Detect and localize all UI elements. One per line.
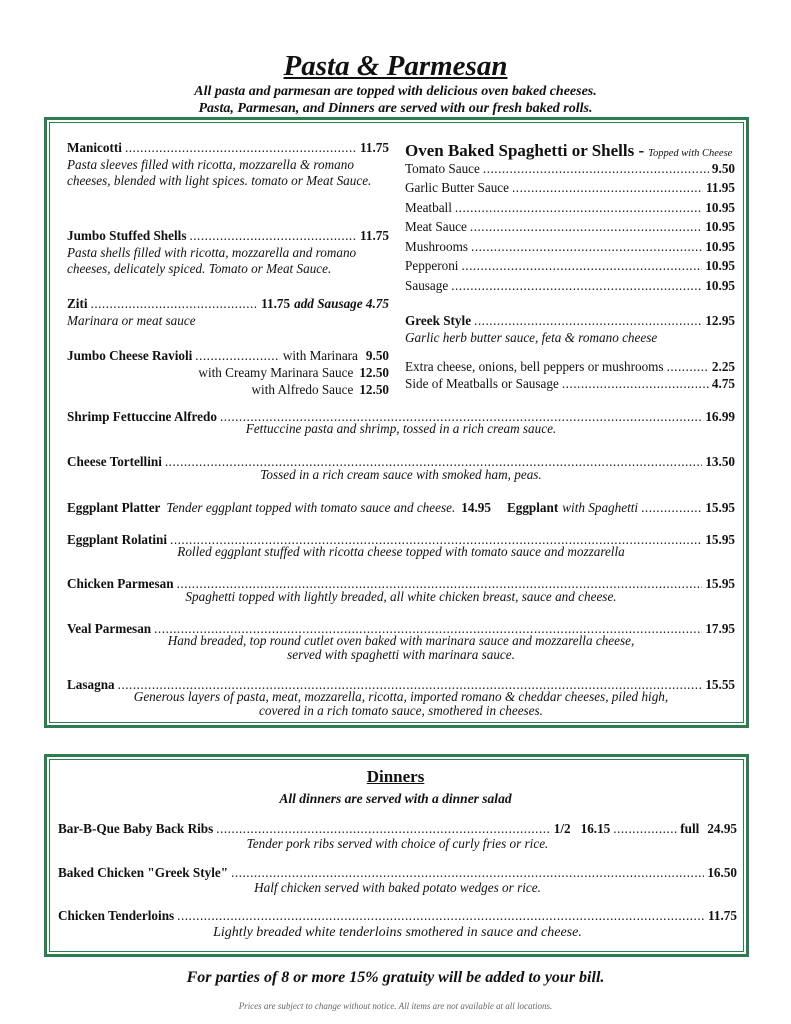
- item-price: 11.75: [708, 908, 737, 923]
- half-price: 16.15: [580, 821, 611, 836]
- half-label: 1/2: [553, 821, 571, 836]
- item-price: 12.50: [359, 365, 389, 380]
- shells-row: [67, 228, 389, 244]
- item-name: Eggplant Rolatini: [67, 532, 168, 547]
- item-price: 11.75: [360, 228, 389, 243]
- item-price: 17.95: [705, 621, 735, 636]
- spaghetti-item: [405, 219, 735, 235]
- item-name: Meatball: [405, 200, 452, 215]
- greek-chicken-desc: Half chicken served with baked potato wedges or rice.: [254, 880, 541, 895]
- subtitle-2: Pasta, Parmesan, and Dinners are served with our fresh baked rolls.: [198, 101, 593, 116]
- item-price: 12.95: [705, 313, 735, 328]
- lasagna-desc-1: Generous layers of pasta, meat, mozzarella, ricotta, imported romano & cheddar cheeses, piled high,: [133, 689, 669, 704]
- chicken-desc: Spaghetti topped with lightly breaded, all white chicken breast, sauce and cheese.: [185, 589, 617, 604]
- item-name: Cheese Tortellini: [67, 454, 162, 469]
- item-price: 16.50: [707, 865, 737, 880]
- item-name: Chicken Tenderloins: [58, 908, 175, 923]
- shells-desc: Pasta shells filled with ricotta, mozzarella and romano cheeses, delicately spiced. Tomato or Meat Sauce.: [67, 245, 357, 276]
- option-label: with Alfredo Sauce: [251, 382, 354, 397]
- item-price: 10.95: [705, 219, 735, 234]
- item-price: 2.25: [711, 359, 735, 374]
- item-name: Shrimp Fettuccine Alfredo: [67, 409, 217, 424]
- item-name: Eggplant Platter: [67, 500, 161, 515]
- item-price: 9.50: [711, 161, 735, 176]
- item-name: Manicotti: [67, 140, 122, 155]
- item-name: Sausage: [405, 278, 449, 293]
- item-price: 11.75: [261, 296, 291, 311]
- ziti-sausage-addon: add Sausage 4.75: [294, 296, 389, 311]
- item-name: Jumbo Cheese Ravioli: [67, 348, 193, 363]
- item-price: 10.95: [705, 200, 735, 215]
- ravioli-row-1: [67, 348, 389, 364]
- item-price: 15.55: [705, 677, 735, 692]
- item-price: 11.95: [706, 180, 735, 195]
- tortellini-desc: Tossed in a rich cream sauce with smoked ham, peas.: [260, 467, 542, 482]
- extra-row-1: [405, 359, 735, 375]
- item-price: 10.95: [705, 278, 735, 293]
- item-name: Bar-B-Que Baby Back Ribs: [58, 821, 214, 836]
- item-name: Mushrooms: [405, 239, 469, 254]
- tenderloins-row: [58, 908, 737, 924]
- tenderloins-desc: Lightly breaded white tenderloins smothered in sauce and cheese.: [213, 925, 582, 940]
- spaghetti-item: [405, 161, 735, 177]
- ribs-desc: Tender pork ribs served with choice of curly fries or rice.: [246, 836, 549, 851]
- spaghetti-item: [405, 278, 735, 294]
- dinners-title: Dinners: [366, 767, 425, 786]
- spaghetti-item: [405, 200, 735, 216]
- item-price: 12.50: [359, 382, 389, 397]
- heading-note: Topped with Cheese: [648, 148, 733, 159]
- spaghetti-item: [405, 180, 735, 196]
- item-name: Jumbo Stuffed Shells: [67, 228, 187, 243]
- manicotti-desc: Pasta sleeves filled with ricotta, mozzarella & romano cheeses, blended with light spices. tomato or Meat Sauce.: [67, 157, 372, 188]
- option-label: with Marinara: [282, 348, 358, 363]
- subtitle-1: All pasta and parmesan are topped with delicious oven baked cheeses.: [194, 84, 597, 99]
- veal-desc-2: served with spaghetti with marinara sauce.: [287, 647, 515, 662]
- item-name: Pepperoni: [405, 258, 459, 273]
- item-name: Chicken Parmesan: [67, 576, 174, 591]
- item-name: Extra cheese, onions, bell peppers or mushrooms: [405, 359, 664, 374]
- greek-chicken-row: [58, 865, 737, 881]
- item-price: 9.50: [365, 348, 389, 363]
- item-desc: Tender eggplant topped with tomato sauce and cheese.: [166, 500, 456, 515]
- item-name: Greek Style: [405, 313, 472, 328]
- shrimp-desc: Fettuccine pasta and shrimp, tossed in a rich cream sauce.: [245, 421, 557, 436]
- item-price: 16.99: [705, 409, 735, 424]
- item-name: Ziti: [67, 296, 88, 311]
- page-title: Pasta & Parmesan: [283, 50, 508, 82]
- spaghetti-item: [405, 239, 735, 255]
- item-price: 10.95: [705, 258, 735, 273]
- rolatini-desc: Rolled eggplant stuffed with ricotta cheese topped with tomato sauce and mozzarella: [177, 544, 625, 559]
- item-name: Veal Parmesan: [67, 621, 152, 636]
- item-price-2: 15.95: [705, 500, 735, 515]
- item-name: Side of Meatballs or Sausage: [405, 376, 559, 391]
- lasagna-desc-2: covered in a rich tomato sauce, smothered in cheeses.: [259, 703, 543, 718]
- item-price: 13.50: [705, 454, 735, 469]
- manicotti-row: [67, 140, 389, 156]
- item-name-2: Eggplant: [506, 500, 559, 515]
- option-label: with Creamy Marinara Sauce: [198, 365, 354, 380]
- item-price: 15.95: [705, 532, 735, 547]
- fine-print: Prices are subject to change without notice. All items are not available at all locations.: [238, 1001, 553, 1011]
- spaghetti-heading: [405, 141, 735, 161]
- veal-desc-1: Hand breaded, top round cutlet oven baked with marinara sauce and mozzarella cheese,: [167, 633, 635, 648]
- eggplant-row: [67, 500, 735, 516]
- item-price: 11.75: [360, 140, 389, 155]
- dinners-subtitle: All dinners are served with a dinner salad: [279, 791, 512, 806]
- section-heading: Oven Baked Spaghetti or Shells -: [405, 141, 645, 160]
- ziti-row: [67, 296, 389, 312]
- gratuity-note: For parties of 8 or more 15% gratuity will be added to your bill.: [186, 969, 605, 986]
- ravioli-row-3: [67, 382, 389, 398]
- item-name: Meat Sauce: [405, 219, 467, 234]
- item-price: 10.95: [705, 239, 735, 254]
- extra-row-2: [405, 376, 735, 392]
- item-price: 15.95: [705, 576, 735, 591]
- ravioli-row-2: [67, 365, 389, 381]
- ziti-desc: Marinara or meat sauce: [67, 313, 196, 328]
- item-name: Baked Chicken "Greek Style": [58, 865, 229, 880]
- full-label: full: [680, 821, 700, 836]
- spaghetti-item: [405, 258, 735, 274]
- item-name: Lasagna: [67, 677, 115, 692]
- ribs-row: [58, 821, 737, 837]
- item-name: Garlic Butter Sauce: [405, 180, 509, 195]
- greek-desc: Garlic herb butter sauce, feta & romano cheese: [405, 330, 658, 345]
- item-desc-2: with Spaghetti: [562, 500, 639, 515]
- item-price: 14.95: [461, 500, 491, 515]
- greek-row: [405, 313, 735, 329]
- item-price: 4.75: [711, 376, 735, 391]
- full-price: 24.95: [707, 821, 737, 836]
- item-name: Tomato Sauce: [405, 161, 480, 176]
